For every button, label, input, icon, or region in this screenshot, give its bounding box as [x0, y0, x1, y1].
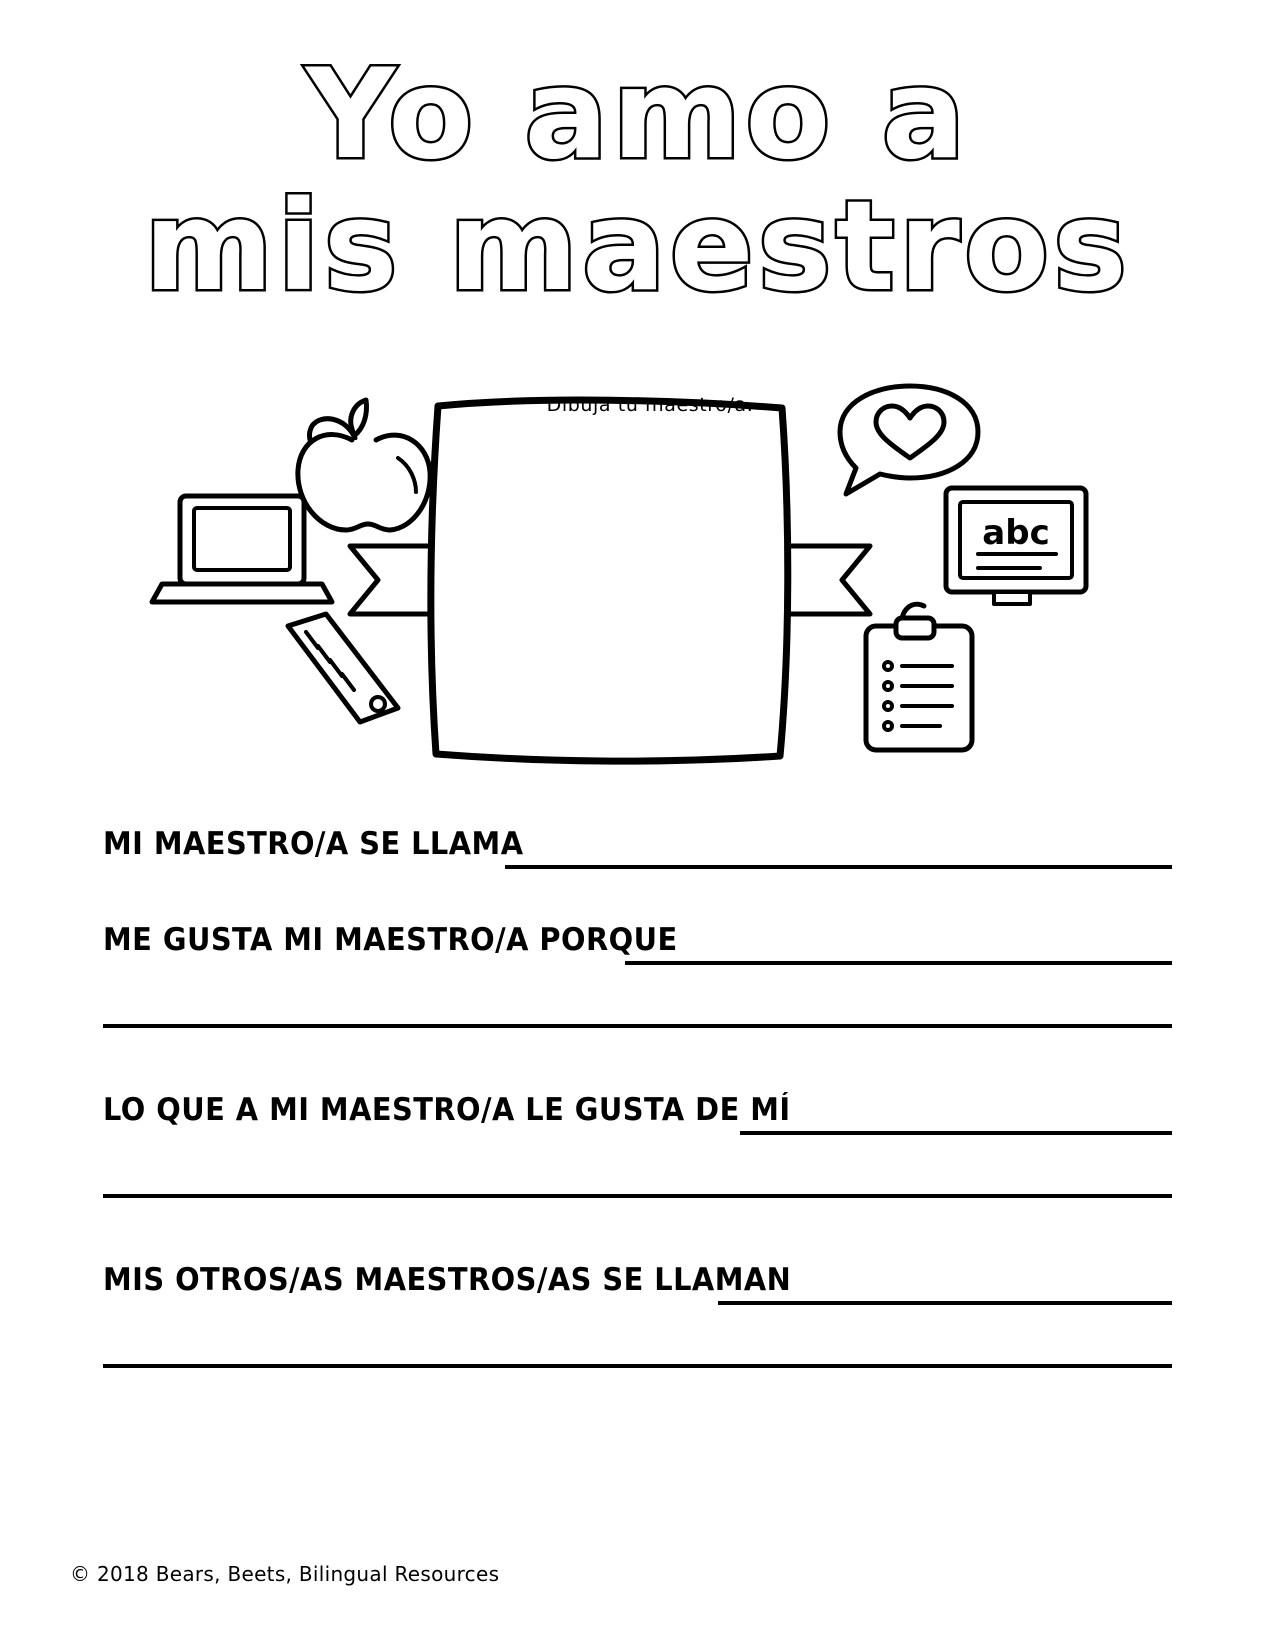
apple-icon	[298, 400, 430, 530]
answer-line-2b[interactable]	[103, 1024, 1172, 1028]
chalkboard-text: abc	[982, 513, 1050, 553]
prompt-label-2: ME GUSTA MI MAESTRO/A PORQUE	[103, 922, 678, 958]
title-line-2: mis maestros	[144, 175, 1131, 320]
copyright-footer: © 2018 Bears, Beets, Bilingual Resources	[70, 1562, 500, 1586]
prompt-row-4	[0, 1246, 1275, 1342]
drawing-frame	[431, 400, 788, 761]
title-line-1: Yo amo a	[305, 43, 970, 187]
laptop-icon	[152, 496, 332, 602]
prompt-row-2-cont	[0, 1002, 1275, 1076]
prompt-row-4-cont	[0, 1342, 1275, 1416]
prompt-label-4: MIS OTROS/AS MAESTROS/AS SE LLAMAN	[103, 1262, 792, 1298]
prompt-label-1: MI MAESTRO/A SE LLAMA	[103, 826, 524, 862]
prompt-row-1	[0, 810, 1275, 906]
prompt-list	[0, 810, 1275, 1416]
prompt-row-3	[0, 1076, 1275, 1172]
answer-line-4b[interactable]	[103, 1364, 1172, 1368]
answer-line-2a[interactable]	[625, 961, 1172, 965]
prompt-row-3-cont	[0, 1172, 1275, 1246]
chalkboard-icon	[946, 488, 1086, 604]
ruler-icon	[288, 614, 398, 722]
clipboard-icon	[866, 604, 972, 750]
answer-line-1[interactable]	[505, 865, 1172, 869]
answer-line-4a[interactable]	[718, 1301, 1172, 1305]
illustration-area	[140, 378, 1140, 788]
speech-bubble-heart-icon	[840, 386, 978, 494]
answer-line-3a[interactable]	[740, 1131, 1172, 1135]
prompt-row-2	[0, 906, 1275, 1002]
answer-line-3b[interactable]	[103, 1194, 1172, 1198]
draw-caption: Dibuja tu maestro/a.	[546, 394, 754, 416]
page-title	[0, 43, 1275, 320]
prompt-label-3: LO QUE A MI MAESTRO/A LE GUSTA DE MÍ	[103, 1092, 791, 1128]
